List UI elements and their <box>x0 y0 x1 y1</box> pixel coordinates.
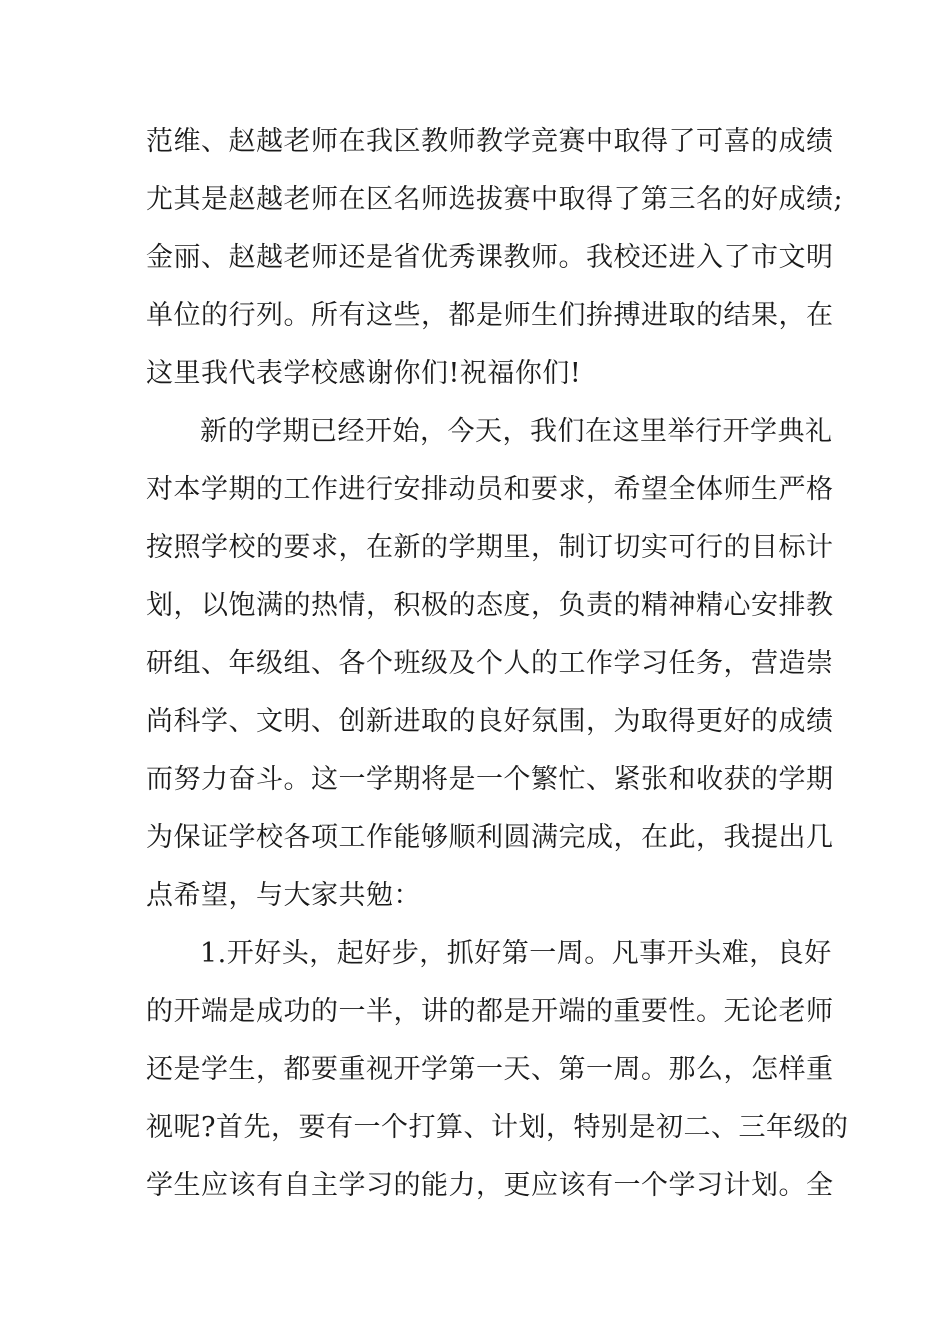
paragraph-first-line: 新的学期已经开始，今天，我们在这里举行开学典礼 <box>200 416 833 447</box>
text-line: 为保证学校各项工作能够顺利圆满完成，在此，我提出几 <box>146 822 834 853</box>
text-line: 金丽、赵越老师还是省优秀课教师。我校还进入了市文明 <box>146 242 834 273</box>
text-line: 对本学期的工作进行安排动员和要求，希望全体师生严格 <box>146 474 834 505</box>
text-line: 而努力奋斗。这一学期将是一个繁忙、紧张和收获的学期 <box>146 764 834 795</box>
text-line: 这里我代表学校感谢你们!祝福你们! <box>146 358 582 389</box>
text-line: 学生应该有自主学习的能力，更应该有一个学习计划。全 <box>146 1170 834 1201</box>
text-line: 尤其是赵越老师在区名师选拔赛中取得了第三名的好成绩; <box>146 184 844 215</box>
text-line: 单位的行列。所有这些，都是师生们拚搏进取的结果，在 <box>146 300 834 331</box>
text-line: 视呢?首先，要有一个打算、计划，特别是初二、三年级的 <box>146 1112 849 1143</box>
text-line: 的开端是成功的一半，讲的都是开端的重要性。无论老师 <box>146 996 834 1027</box>
text-line: 划，以饱满的热情，积极的态度，负责的精神精心安排教 <box>146 590 834 621</box>
text-line: 按照学校的要求，在新的学期里，制订切实可行的目标计 <box>146 532 834 563</box>
text-line: 研组、年级组、各个班级及个人的工作学习任务，营造崇 <box>146 648 834 679</box>
paragraph-first-line: 1.开好头，起好步，抓好第一周。凡事开头难，良好 <box>200 938 832 969</box>
text-line: 尚科学、文明、创新进取的良好氛围，为取得更好的成绩 <box>146 706 834 737</box>
text-line: 还是学生，都要重视开学第一天、第一周。那么，怎样重 <box>146 1054 834 1085</box>
text-line: 范维、赵越老师在我区教师教学竞赛中取得了可喜的成绩 <box>146 126 834 157</box>
text-line: 点希望，与大家共勉： <box>146 880 421 911</box>
